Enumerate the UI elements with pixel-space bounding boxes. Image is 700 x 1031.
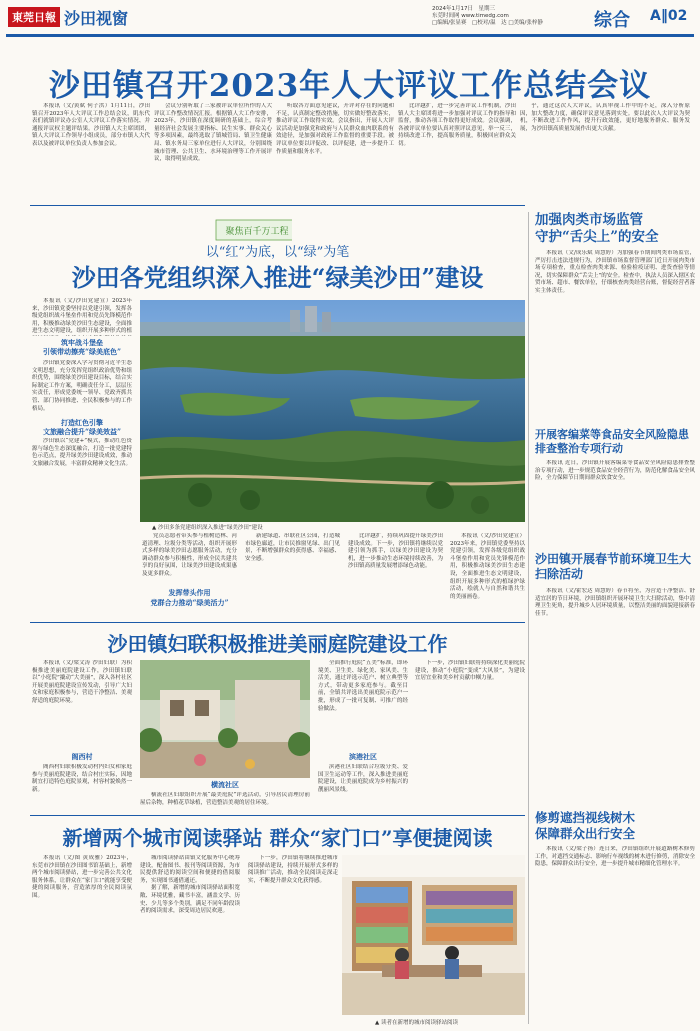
sidebar-title-3: 沙田镇开展春节前环境卫生大扫除活动 — [535, 552, 692, 581]
sidebar-title-2: 开展客编菜等食品安全风险隐患排查整治专项行动 — [535, 428, 689, 455]
header-rule — [6, 34, 694, 37]
women-body-1: 全面推行庭院“五美”标准，即环境美、卫生美、绿化美、家风美、生活美，通过评选示范户、树立典型等方式，带动更多家庭参与。截至目前，全镇共评选出美丽庭院示范户一批，形成了一批可复制、可推广的经验做法。 — [318, 660, 408, 712]
feature-col4: 比评越扩，持续巩固提升绿美沙田建设成效。下一步，沙田镇将继续以党建引领为抓手，以绿美沙田建设为契机，进一步推动生态环境持续改善，为沙田镇高质量发展增添绿色动能。 — [348, 533, 443, 570]
women-sub-2: 横流社区 — [211, 780, 239, 789]
main-col-4: 比评越扩，进一步完善评议工作机制，沙田镇人大主席团将进一步加强对评议工作的指导和监督，推动各项工作取得更好成效。会议强调，各被评议单位要认真对照评议意见，举一反三，持续改进工作，提高服务质量，积极回应群众关切。 — [398, 103, 516, 147]
reading-body-3: 下一步，沙田镇将继续推进城市阅读驿站建设，持续开展形式多样的阅读推广活动，推动全民阅读走深走实，不断提升群众文化获得感。 — [248, 855, 338, 884]
feature-photo-caption: ▲ 沙田多条党建组织深入推进“绿美沙田”建设 — [152, 525, 263, 531]
feature-subhead-2: 打造红色引擎 文旅融合提升“绿美效益” — [42, 418, 122, 436]
women-photo-1 — [140, 660, 310, 778]
date-line: 2024年1月17日 星期三 — [432, 6, 495, 12]
feature-kicker: 以“红”为底，以“绿”为笔 — [205, 245, 350, 260]
page-number: A‖02 — [650, 8, 688, 24]
women-byline: 本报讯（文/梁文涛 沙田妇联）为积极推进美丽庭院建设工作，沙田镇妇联以“小庭院”撬动“大美丽”，深入各村社区开展美丽庭院建设宣传发动，引导广大妇女和家庭积极参与，营造干净整洁、美观舒适的庭院环境。 — [32, 660, 132, 704]
sidebar-title-1: 加强肉类市场监管 守护“舌尖上”的安全 — [535, 212, 659, 245]
feature-col5: 本报讯（文/沙田党建宣）2023年来，沙田镇党委坚持以党建引领，发挥各级党组织战斗堡垒作用和党员先锋模范作用，积极推动绿美沙田生态建设，全面推进生态文明建设，组织开展多种形式的植绿护绿活动，绘就人与自然和谐共生的美丽画卷。 — [450, 533, 525, 600]
banner-text: 聚焦百千万工程 — [225, 226, 289, 236]
main-col-5: 乎，通过这次人大评议，认真审视工作中的不足，深入分析原因，加大整改力度，确保评议意见落到实处。要以此次人大评议为契机，不断改进工作作风，提升行政效能，更好地服务群众、服务发展，为沙田镇高质量发展作出更大贡献。 — [520, 103, 690, 132]
women-title: 沙田镇妇联积极推进美丽庭院建设工作 — [107, 632, 448, 656]
masthead-logo — [8, 6, 128, 28]
sidebar-body-4: 本报讯（文/梁子扬）连日来，沙田镇组织开展道路树木修剪工作，对遮挡交通标志、影响行车视线的树木进行修剪，消除安全隐患，保障群众出行安全，进一步提升城市精细化管理水平。 — [535, 846, 695, 868]
women-sub-1: 阁西村 — [71, 752, 93, 761]
feature-title: 沙田各党组织深入推进“绿美沙田”建设 — [71, 263, 484, 292]
masthead-meta — [432, 6, 582, 27]
sidebar-body-1: 本报讯（文/成乐斌 周慧婷）为加强春节期间肉类市场监管，严厉打击违法违规行为，沙田镇市场监督管理部门近日开展肉类市场专项检查，重点检查肉类来源、检验检疫证明、进货查验等情况，切实保障群众“舌尖上”的安全。检查中，执法人员深入辖区农贸市场、超市、餐饮单位，仔细核查肉类经营台账，督促经营者落实主体责任。 — [535, 250, 695, 294]
editor-line: 东莞时间网 www.timedg.com — [432, 13, 509, 19]
feature-col2-sub2: 党群合力推动“绿美活力” — [150, 598, 229, 607]
women-divider — [30, 815, 525, 816]
feature-subhead-1: 筑牢战斗堡垒 引领带动擦亮“绿美底色” — [42, 338, 122, 356]
women-sub-3: 滨港社区 — [349, 752, 377, 761]
feature-byline: 本报讯（文/沙田党建宣）2023年来，沙田镇党委坚持以党建引领，发挥各级党组织战斗堡垒作用和党员先锋模范作用，积极推动绿美沙田生态建设，全面推进生态文明建设，组织开展多种形式的植 — [32, 298, 132, 335]
sidebar-body-2: 本报讯 近日，沙田镇开展客编菜等食品安全风险隐患排查整治专项行动，进一步规范食品安全经营行为，防范化解食品安全风险，全力保障节日期间群众饮食安全。 — [535, 460, 695, 482]
main-col-2: 会议分别听取了三家被评议单位所作的人大评议工作整改情况汇报。根据镇人大工作安排，2023年，沙田镇在深度调研的基础上，综合考量经济社会发展主要指标、民生实事、群众关心等多项因素，最终选取了镇城管局、镇卫生健康局、镇水务局三家单位进行人大评议，分别围绕城市管理、公共卫生、水环境治理等工作开展评议，取得明显成效。 — [154, 103, 272, 163]
feature-divider — [30, 622, 525, 623]
staff-line: □编辑/张显赛 □校对/温 达 □美编/张梓静 — [432, 20, 543, 26]
women-body-1b: 阁西村妇联积极发动村内妇女和家庭参与美丽庭院建设，结合村庄实际，因地制宜打造特色庭院景观，村容村貌焕然一新。 — [32, 764, 132, 793]
section-name: 综合 — [594, 10, 630, 31]
reading-photo — [342, 855, 525, 1015]
main-divider — [30, 205, 525, 206]
sidebar-title-4: 修剪遮挡视线树木 保障群众出行安全 — [535, 810, 636, 841]
main-headline: 沙田镇召开2023年人大评议工作总结会议 — [48, 68, 652, 104]
women-body-4: 下一步，沙田镇妇联将持续深化美丽庭院建设，推动“小庭院”变成“大风景”，为建设宜居宜业和美乡村贡献巾帼力量。 — [415, 660, 525, 682]
reading-byline: 本报讯（文/图 黄成雅）2023年，东莞市沙田镇在沙田图书馆基础上，新增两个城市阅读驿站，进一步完善公共文化服务体系，让群众在“家门口”就能享受便捷的阅读服务，营造浓厚的全民阅读氛围。 — [32, 855, 132, 899]
feature-col2-sub: 发挥带头作用 — [168, 588, 211, 597]
sidebar-body-3: 本报讯（文/霍宏达 周慧婷）春节将至，为营造干净整洁、舒适宜居的节日环境，沙田镇组织开展环境卫生大扫除活动，集中清理卫生死角，提升城乡人居环境质量，以整洁美丽的面貌迎接新春佳节。 — [535, 588, 695, 617]
feature-col3: 新建绿道、串联社区公园，打造城市绿色廊道，让市民推窗见绿、出门见景，不断增强群众的获得感、幸福感、安全感。 — [245, 533, 340, 562]
women-body-3: 滨港社区妇联结合垃圾分类、爱国卫生运动等工作，深入推进美丽庭院建设，让美丽庭院成为乡村振兴的靓丽风景线。 — [318, 764, 408, 793]
reading-body-1: 城市阅读驿站由镇文化服务中心统筹建设，配备图书、报刊等阅读资源，为市民提供舒适的阅读空间和便捷的借阅服务，实现图书通借通还。 据了解，新增的城市阅读驿站面积宽敞、环境优雅，藏书丰富，涵盖文学、历史、少儿等多个类别，满足不同年龄段读者的阅读需求，深受周边居民欢迎。 — [140, 855, 240, 915]
main-col-3: 听取各方面意见建议，开评对存在的问题和不足，认真制定整改措施，切实做好整改落实，推动评议工作取得实效。会议指出，开展人大评议活动是加强党和政府与人民群众血肉联系的有效途径，是加强对政府工作监督的重要手段。被评议单位要以评促改、以评促建，进一步提升工作质量和服务水平。 — [276, 103, 394, 155]
feature-body-1: 沙田镇党委深入学习贯彻习近平生态文明思想，充分发挥党组织政治优势和组织优势，围绕绿美沙田建设目标，结合实际制定工作方案，明确责任分工，层层压实责任，形成党委统一领导、党政齐抓共管、部门协同推进、全民积极参与的工作格局。 — [32, 360, 132, 412]
women-body-2: 横流社区妇联组织开展“最美庭院”评选活动，引导居民清理房前屋后杂物，种植花草绿植，营造整洁美观的居住环境。 — [140, 792, 310, 806]
reading-title: 新增两个城市阅读驿站 群众“家门口”享便捷阅读 — [62, 826, 493, 850]
feature-col2: 党员志愿者带头参与植树造林、河道清理、垃圾分类等活动，组织开展形式多样的绿美沙田志愿服务活动，充分调动群众参与积极性，形成全民共建共享的良好氛围，让绿美沙田建设成果惠及更多群众。 — [142, 533, 237, 577]
reading-caption: ▲ 读者在新增的城市阅读驿站阅读 — [375, 1020, 458, 1026]
edition-name: 沙田视窗 — [64, 8, 129, 28]
feature-photo — [140, 300, 525, 522]
feature-body-2: 沙田镇以“党建+”模式，推动红色资源与绿色生态深度融合，打造一批党建特色示范点，提升绿美沙田建设成效，推动文旅融合发展，丰富群众精神文化生活。 — [32, 438, 132, 467]
main-col-1: 本报讯（文/黄斌 何子洪）1月11日，沙田镇召开2023年人大评议工作总结会议，肌东代表们就镇评议办公室人大评议工作落实情况、并通报评议权主题评结果。沙田镇人大主席团团，镇人大评议工作领导小组成员，部分市镇人大代表以及被评议单位负责人参加会议。 — [32, 103, 150, 147]
sidebar-divider — [528, 212, 529, 1024]
paper-logo: 東莞日報 — [8, 7, 60, 27]
